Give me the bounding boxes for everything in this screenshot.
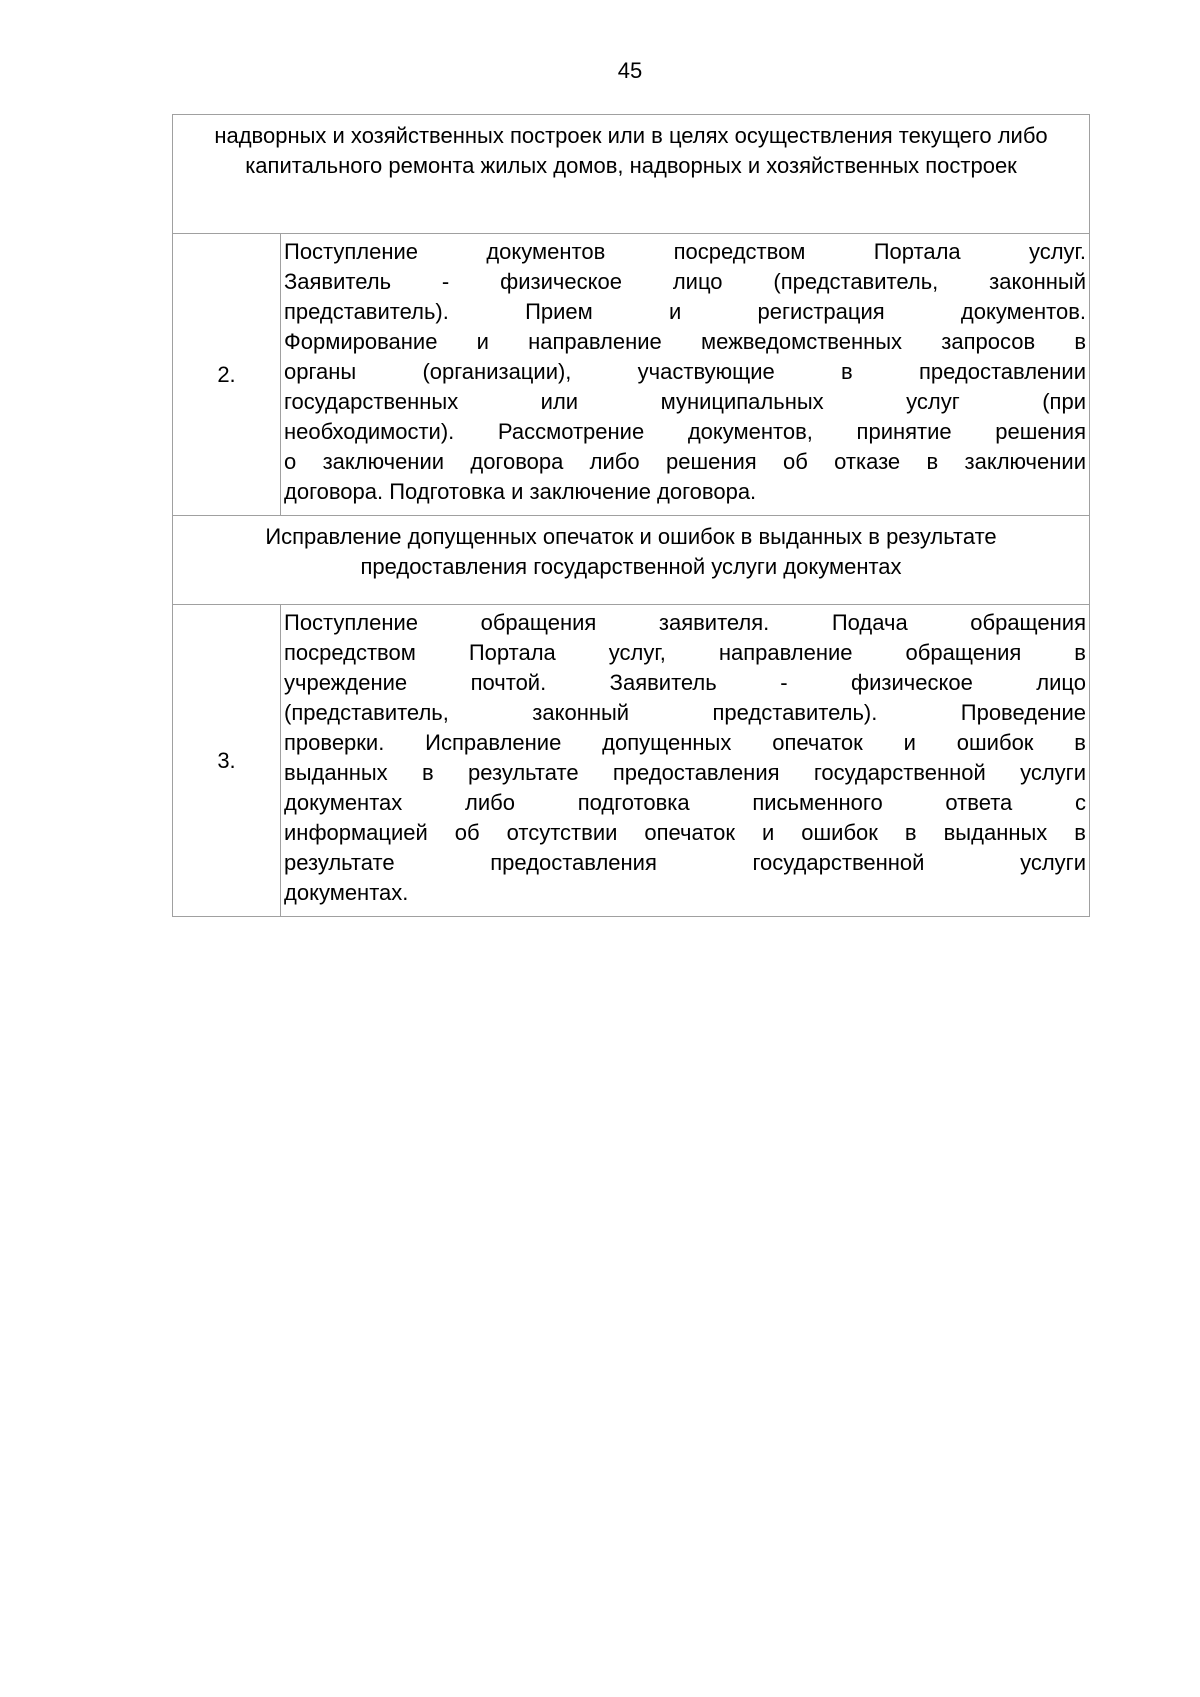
table-row-section [173,115,1090,234]
description-line: необходимости). Рассмотрение документов, принятие решения [284,419,1086,444]
description-line: органы (организации), участвующие в предоставлении [284,359,1086,384]
table-row-section [173,516,1090,605]
item-number: 2. [173,234,281,516]
table-row-item [173,605,1090,917]
description-line: информацией об отсутствии опечаток и ошибок в выданных в [284,820,1086,845]
item-number: 3. [173,605,281,917]
description-line: проверки. Исправление допущенных опечаток и ошибок в [284,730,1086,755]
section-heading: надворных и хозяйственных построек или в целях осуществления текущего либо капитального ремонта жилых домов, надворных и хозяйственных построек [173,115,1090,234]
procedure-table [172,114,1090,917]
description-line: документах либо подготовка письменного ответа с [284,790,1086,815]
description-line: договора. Подготовка и заключение договора. [284,479,757,504]
table-row-item [173,234,1090,516]
description-line: документах. [284,880,409,905]
description-line: о заключении договора либо решения об отказе в заключении [284,449,1086,474]
item-description [281,605,1090,917]
description-line: результате предоставления государственной услуги [284,850,1086,875]
description-line: (представитель, законный представитель). Проведение [284,700,1086,725]
description-line: государственных или муниципальных услуг (при [284,389,1086,414]
description-line: Поступление обращения заявителя. Подача обращения [284,610,1086,635]
description-line: представитель). Прием и регистрация документов. [284,299,1086,324]
section-heading: Исправление допущенных опечаток и ошибок в выданных в результате предоставления государственной услуги документах [173,516,1090,605]
description-line: учреждение почтой. Заявитель - физическое лицо [284,670,1086,695]
description-line: Формирование и направление межведомственных запросов в [284,329,1086,354]
description-line: Заявитель - физическое лицо (представитель, законный [284,269,1086,294]
page-number: 45 [617,58,643,83]
description-line: выданных в результате предоставления государственной услуги [284,760,1086,785]
description-line: посредством Портала услуг, направление обращения в [284,640,1086,665]
item-description [281,234,1090,516]
description-line: Поступление документов посредством Портала услуг. [284,239,1086,264]
